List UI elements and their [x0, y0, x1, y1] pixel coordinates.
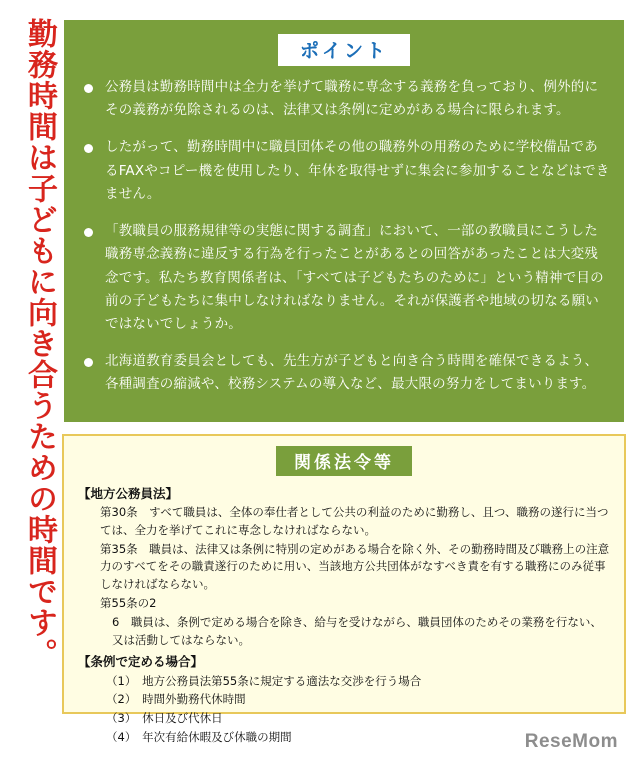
list-item: （4） 年次有給休暇及び休職の期間 — [106, 730, 292, 745]
point-text: したがって、勤務時間中に職員団体その他の職務外の用務のために学校備品であるFAXやコピー機を使用したり、年休を取得せずに集会に参加することなどはできません。 — [105, 139, 610, 202]
bullet-icon — [84, 144, 93, 153]
law-box-header — [78, 446, 610, 476]
law-section-title-ordinance-cases: 【条例で定める場合】 — [78, 653, 204, 669]
point-badge: ポイント — [278, 34, 410, 66]
bullet-icon — [84, 228, 93, 237]
vertical-headline: 勤務時間は子どもに向き合うための時間です。 — [22, 18, 57, 669]
list-item — [78, 76, 610, 122]
resemom-logo-text: ReseMom — [524, 731, 618, 752]
law-article-35: 第35条 職員は、法律又は条例に特別の定めがある場合を除く外、その勤務時間及び職務上の注意力のすべてをその職責遂行のために用い、当該地方公共団体がなすべき責を有する職務にのみ従事しなければならない。 — [100, 541, 610, 592]
point-box — [62, 18, 626, 424]
point-text: 「教職員の服務規律等の実態に関する調査」において、一部の教職員にこうした職務専念義務に違反する行為を行ったことがあるとの回答があったことは大変残念です。私たち教育関係者は、「すべては子どもたちのために」という精神で目の前の子どもたちに集中しなければなりません。それが保護者や地域の切なる願いではないでしょうか。 — [105, 223, 604, 332]
point-box-header — [78, 34, 610, 66]
law-badge: 関係法令等 — [276, 446, 412, 476]
list-item — [78, 220, 610, 336]
bullet-icon — [84, 358, 93, 367]
point-text: 公務員は勤務時間中は全力を挙げて職務に専念する義務を負っており、例外的にその義務が免除されるのは、法律又は条例に定めがある場合に限られます。 — [105, 79, 599, 119]
list-item — [78, 136, 610, 206]
list-item: （1） 地方公務員法第55条に規定する適法な交渉を行う場合 — [106, 673, 422, 688]
list-item: （3） 休日及び代休日 — [106, 711, 223, 726]
resemom-logo — [525, 731, 618, 753]
law-section-title-local-public-service-act: 【地方公務員法】 — [78, 486, 179, 501]
point-list — [78, 76, 610, 397]
law-article-30: 第30条 すべて職員は、全体の奉仕者として公共の利益のために勤務し、且つ、職務の遂行に当つては、全力を挙げてこれに専念しなければならない。 — [100, 505, 609, 537]
law-article-55-2: 第55条の2 — [100, 596, 157, 611]
law-article-55-2-item-6: 6 職員は、条例で定める場合を除き、給与を受けながら、職員団体のためその業務を行ない、又は活動してはならない。 — [112, 614, 602, 647]
bullet-icon — [84, 84, 93, 93]
list-item: （2） 時間外勤務代休時間 — [106, 692, 246, 707]
point-text: 北海道教育委員会としても、先生方が子どもと向き合う時間を確保できるよう、各種調査の縮減や、校務システムの導入など、最大限の努力をしてまいります。 — [105, 353, 599, 393]
list-item — [78, 350, 610, 396]
